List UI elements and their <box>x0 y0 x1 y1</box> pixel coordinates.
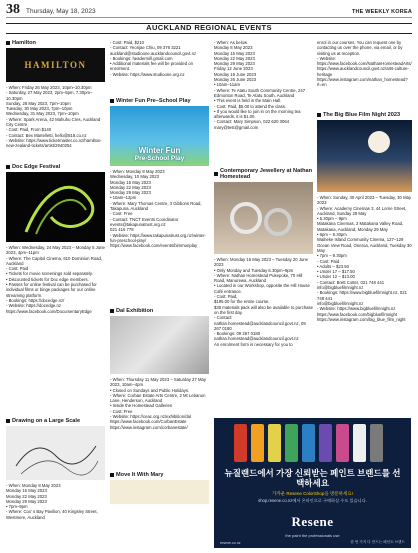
rings-icon <box>214 182 313 254</box>
ad-url-line[interactable]: shop.resene.co.nz에서 온라인으로 구매하실 수도 있습니다. <box>258 498 367 503</box>
issue-date: Thursday, May 18, 2023 <box>26 8 96 15</box>
moon-icon <box>317 120 412 192</box>
bullet-square-icon <box>6 41 10 45</box>
winter-fun-poster-image <box>110 106 209 166</box>
event-details: - When: Monday 8 May 2023 Monday 15 May 2023 Monday 22 May 2023 Monday 29 May 2023 • 7pm–9pm - Where: Cox' s Bay Pavilion, 40 Kingsley Street, Westmere, Auckland <box>6 483 98 520</box>
resene-advertisement[interactable] <box>214 418 411 548</box>
ad-headline: 뉴질랜드에서 가장 신뢰받는 페인트 브랜드를 선택하세요 <box>224 468 401 488</box>
event-heading: The Big Blue Film Night 2023 <box>317 112 412 118</box>
event-heading: Drawing on a Large Scale <box>6 418 105 424</box>
bullet-square-icon <box>214 172 218 176</box>
hamilton-logo-text: HAMILTON <box>24 60 87 70</box>
publication-name: THE WEEKLY KOREA <box>351 9 412 15</box>
ad-tagline: the paint the professionals use <box>285 533 340 538</box>
paint-bottle-icon <box>268 424 281 462</box>
move-it-image <box>110 480 209 504</box>
event-details: - When: As below Monday 8 May 2023 Monday 15 May 2023 Monday 22 May 2023 Monday 29 May 2023 Friday 12 June 2023 Monday 19 June 2023 Monday 26 June 2023 • 10am–11am - Where: Te Atatu South Community Centre, 247 Edmonton Road, Te Atatu South, Auckland • This event is held in the Main Hall. - Cost: Paid, $5.00 to attend the class. • If you would like to join in on the morning tea afterwards, it is $1.00. - Contact: Mary Simpson, 022 620 3064 mary@test@gmail.com <box>214 40 306 130</box>
event-heading: Doc Edge Festival <box>6 164 105 170</box>
paint-bottle-icon <box>336 424 349 462</box>
event-heading: Hamilton <box>6 40 105 46</box>
event-dal <box>110 308 209 461</box>
paint-bottle-icon <box>285 424 298 462</box>
event-details: - When: Friday 26 May 2023, 10pm–10.30pm - Saturday, 27 May 2023, 2pm–5pm, 7.30pm–10.30pm Sunday, 28 May 2023, 7pm–10pm Tuesday, 30 May 2023, 7pm–10pm Wednesday, 31 May 2023, 7pm–10pm - Where: Spark Arena, 42 Mahuhu Cres, Auckland City Centre - Cost: Paid, From $140 - Contact: Bex Martelletti, hello@818.co.nz - Website: https://www.ticketmaster.co.nz/hamilton-new-zealand-tickets/artist/2940254 <box>6 85 102 149</box>
event-details: - Cost: Paid, $210 - Contact: Yeonjae Chiu, 09 376 3221 auckland@studioone.aucklandcouncil.govt.nz - Bookings: headermill.gmail.com • Additional materials fee will be provided on enrolment. - Website: https://www.studioone.org.nz <box>110 40 197 77</box>
event-details: enrol in our courses. You can request one by contacting us over the phone, via email, or by visiting us at reception. - Website: https://www.facebook.com/NathanHomesteadArts/ https://www.aucklandcouncil.govt.nz/arts-culture-heritage https://www.instagram.com/nathan_homestead?rl=en <box>317 40 412 88</box>
event-move-it-continued <box>214 40 313 156</box>
bullet-square-icon <box>110 473 114 477</box>
drawing-image <box>6 426 105 480</box>
event-details: - When: Monday 15 May 2023 – Tuesday 20 June 2023 • Only Monday and Tuesday 6.30pm–9pm - Where: Nathan Homestead Pukepoke, 70 Hill Road, Manurewa, Auckland • Located in our Workshop, opposite the Hill House Café entrance. - Cost: Paid, $195.00 for the entire course. $30 materials pack will also be available to purchase on the first day. - Contact: nathan.homestead@aucklandcouncil.govt.nz, 09 267 0180 - Bookings: 09 267 0180 nathan.homestead@aucklandcouncil.govt.nz An enrolment form is necessary for you to <box>214 257 313 347</box>
paint-bottle-icon <box>319 424 332 462</box>
event-drawing-continued <box>110 40 209 88</box>
paint-bottle-icon <box>251 424 264 462</box>
event-hamilton <box>6 40 105 169</box>
page-number: 38 <box>6 2 20 17</box>
paint-bottle-icon <box>302 424 315 462</box>
ad-footer-text: 한 번 가지 다 만드는 페인트 브랜드 <box>350 540 405 544</box>
poster-title: Winter Fun <box>138 146 181 155</box>
sketch-drawing-icon <box>6 426 105 480</box>
event-big-blue <box>317 112 412 399</box>
paint-bottle-icon <box>370 424 383 462</box>
green-swirl-icon <box>6 172 105 242</box>
event-jewellery <box>214 168 313 395</box>
ad-website[interactable]: resene.co.nz <box>220 541 241 545</box>
hamilton-poster-image <box>6 48 105 82</box>
section-title: AUCKLAND REGIONAL EVENTS <box>6 23 412 34</box>
event-heading: Winter Fun Pre–School Play <box>110 98 209 104</box>
paint-bottle-icon <box>234 424 247 462</box>
bullet-square-icon <box>110 309 114 313</box>
event-heading: Move It With Mary <box>110 472 209 478</box>
event-jewellery-continued <box>317 40 412 104</box>
event-details: - When: Wednesday, 24 May 2023 – Monday 5 June 2023, 4pm–11pm - Where: The Capitol Cinema, 610 Dominion Road, Auckland - Cost: Paid • Tickets for movie screenings sold separately. • Discounted tickets for Doc edge members. • Passes for online festival can be purchased for individual films or binge packages for our online streaming platform. - Bookings: https://docedge.nz/ - Website: https://docedge.nz https://www.facebook.com/DocumentaryEdge <box>6 245 105 314</box>
big-blue-image <box>317 120 412 192</box>
dal-exhibition-image <box>110 316 209 374</box>
event-winter-fun <box>110 98 209 277</box>
page-header <box>6 4 412 18</box>
poster-subtitle: Pre-School Play <box>134 155 185 162</box>
jewellery-image <box>214 182 313 254</box>
paint-bottle-icon <box>353 424 366 462</box>
event-details: - When: Monday 8 May 2023 Wednesday, 10 May 2023 Monday 15 May 2023 Monday 22 May 2023 Monday 29 May 2023 • 10am–12pm - Where: Mary Thomas Centre, 3 Gibbons Road, Takapuna, Auckland - Cost: Free - Contact: TNCT Events Coordinator events@takapunatrust.org.nz 021 416 778 - Website: https://www.takapunatrust.org.nz/winter-fun-preschool-play/ https://www.facebook.com/events/bimmunplay <box>110 169 206 249</box>
bullet-square-icon <box>317 113 321 117</box>
bullet-square-icon <box>110 99 114 103</box>
bullet-square-icon <box>6 165 10 169</box>
doc-edge-image <box>6 172 105 242</box>
event-details: - When: Thursday 11 May 2023 – Saturday 27 May 2023, 10am–4pm • Closed on Sundays and Public Holidays. - Where: Corban Estate Arts Centre, 2 Mt Lebanon Lane, Henderson, Auckland • Inside the Homestead Galleries - Cost: Free - Website: https://ceac.org.nz/exhibition/dal https://www.facebook.com/CorbanEstate https://www.instagram.com/corbanestate/ <box>110 377 206 430</box>
event-drawing <box>6 418 105 553</box>
event-doc-edge <box>6 164 105 340</box>
event-details: - When: Sunday, 30 April 2023 – Tuesday, 30 May 2023 - Where: Academy Cinemas 3, 44 Lorne Street, Auckland, Sunday 28 May • 5.30pm – 9pm Matakana Cinemas, 2 Matakana Valley Road, Matakana, Auckland, Monday 29 May • 6pm – 8.30pm Waiheke Island Community Cinema, 127–129 Ocean View Road, Oneroa, Auckland, Tuesday 30 May • 7pm – 9.30pm - Cost: Paid • Adults – $23.50 • Under 17 – $17.50 • Under 12 – $13.00 - Contact: Brett Cotter, 021 748 441 info@bigbluefilmnight.nz - Bookings: https://www.bigbluefilmnight.nz, 021 748 441 info@bigbluefilmnight.nz - Website: https://www.bigbluefilmnight.nz https://www.facebook.com/bigbluefilmnight https://www.instagram.com/big_blue_film_night <box>317 195 412 322</box>
event-heading: Contemporary Jewellery at Nathan Homestead <box>214 168 313 180</box>
event-move-it <box>110 472 209 507</box>
ad-subline: 가까운 Resene ColorShop을 방문하세요! <box>272 491 353 496</box>
bullet-square-icon <box>6 419 10 423</box>
event-heading: Dal Exhibition <box>110 308 209 314</box>
resene-logo: Resene <box>291 514 334 529</box>
